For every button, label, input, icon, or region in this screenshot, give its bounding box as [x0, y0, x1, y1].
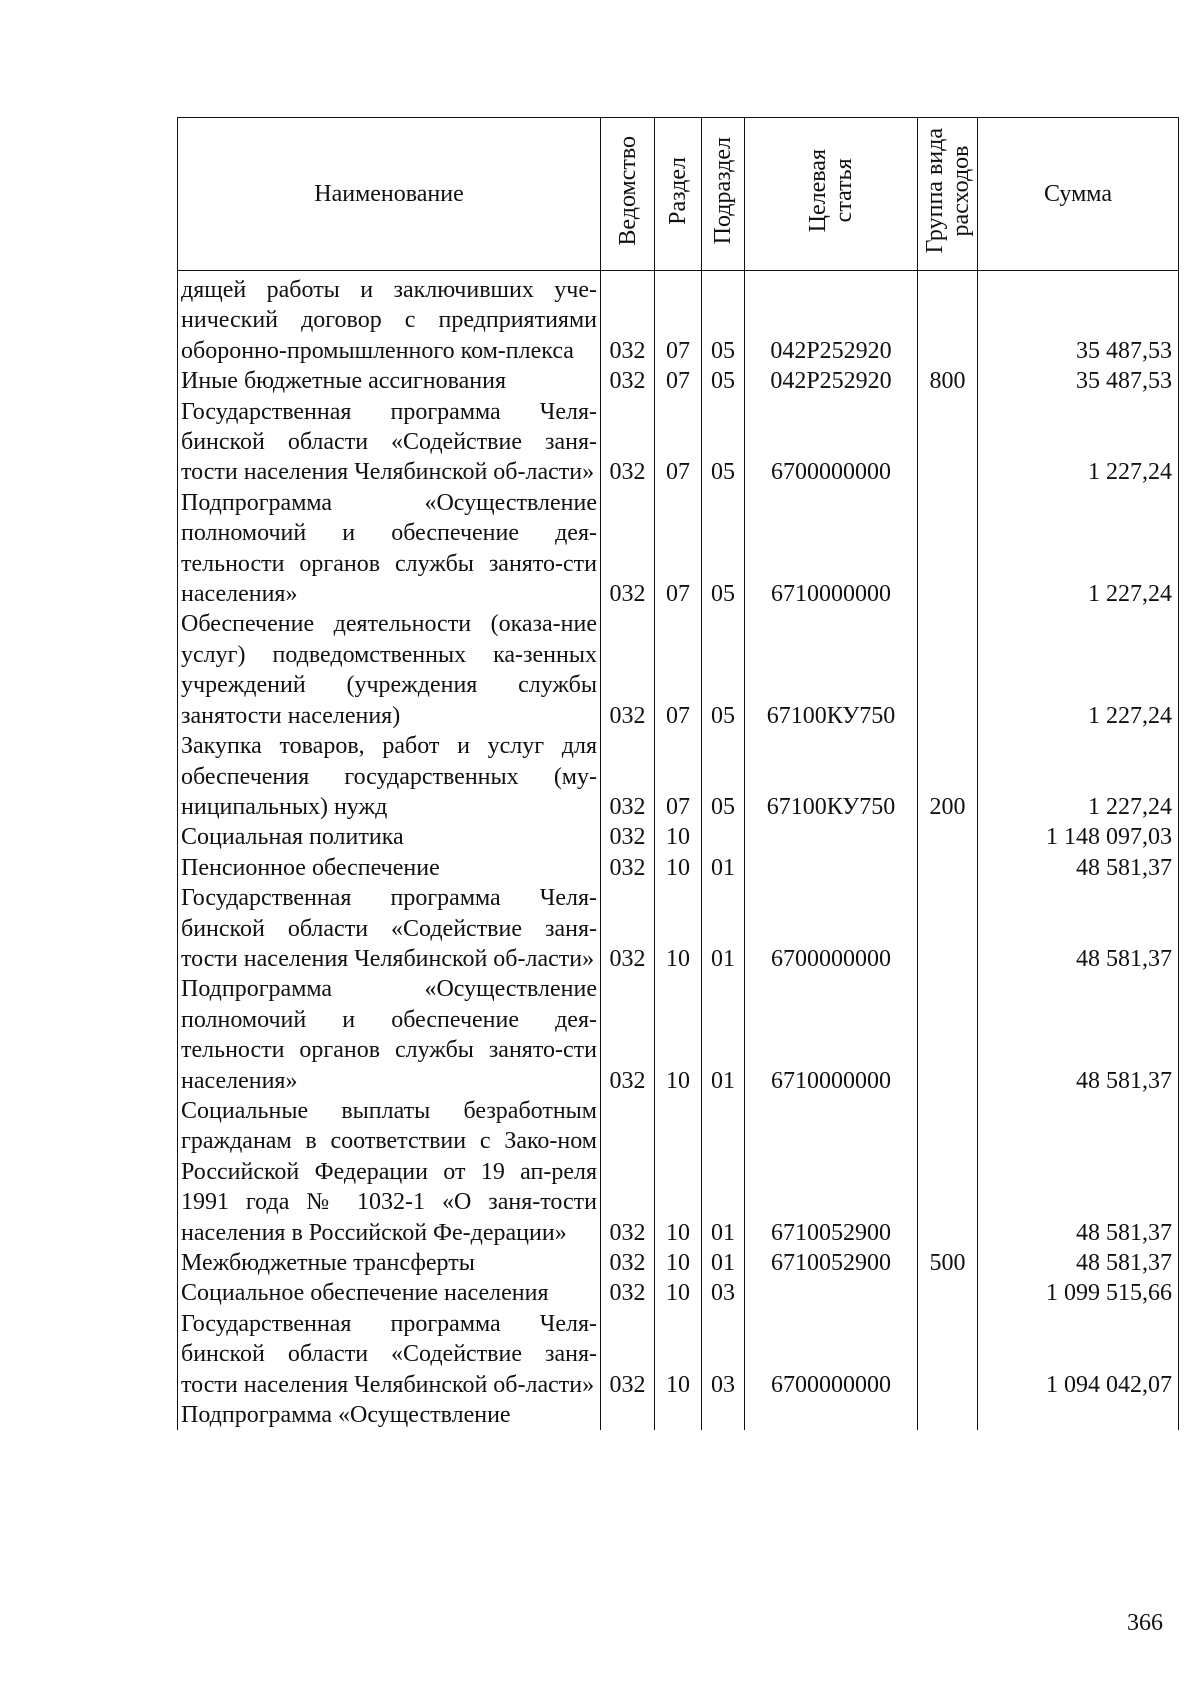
row-celevaya — [745, 822, 918, 852]
row-name: Обеспечение деятельности (оказа-ние услуг) подведомственных ка-зенных учреждений (учреждения службы занятости населения) — [178, 609, 601, 731]
row-podrazdel — [702, 1400, 745, 1430]
table-row — [178, 1400, 1179, 1430]
row-razdel: 07 — [655, 366, 702, 396]
header-celevaya-label: Целевая статья — [805, 148, 857, 233]
header-podrazdel-label: Подраздел — [710, 136, 736, 245]
row-name: Социальные выплаты безработным гражданам в соответствии с Зако-ном Российской Федерации от 19 ап-реля 1991 года № 1032-1 «О заня-тости населения в Российской Фе-дерации» — [178, 1096, 601, 1248]
row-vedomstvo: 032 — [601, 397, 655, 488]
row-vedomstvo: 032 — [601, 366, 655, 396]
table-row — [178, 974, 1179, 1096]
table-row — [178, 397, 1179, 488]
row-razdel: 10 — [655, 1309, 702, 1400]
table-body — [178, 271, 1179, 1431]
row-summa: 48 581,37 — [978, 1096, 1179, 1248]
row-summa: 35 487,53 — [978, 271, 1179, 367]
row-summa: 48 581,37 — [978, 853, 1179, 883]
row-razdel: 10 — [655, 974, 702, 1096]
row-name: Государственная программа Челя-бинской области «Содействие заня-тости населения Челябинской об-ласти» — [178, 397, 601, 488]
row-celevaya: 67100КУ750 — [745, 731, 918, 822]
row-vedomstvo: 032 — [601, 731, 655, 822]
row-vedomstvo: 032 — [601, 609, 655, 731]
row-razdel: 07 — [655, 397, 702, 488]
row-vedomstvo: 032 — [601, 1248, 655, 1278]
row-razdel — [655, 1400, 702, 1430]
row-gruppa — [918, 397, 978, 488]
table-row — [178, 822, 1179, 852]
row-name: Закупка товаров, работ и услуг для обеспечения государственных (му-ниципальных) нужд — [178, 731, 601, 822]
row-gruppa — [918, 853, 978, 883]
row-podrazdel: 03 — [702, 1278, 745, 1308]
row-celevaya — [745, 1400, 918, 1430]
row-podrazdel: 05 — [702, 731, 745, 822]
row-podrazdel: 01 — [702, 1096, 745, 1248]
table-row — [178, 271, 1179, 367]
row-name: Подпрограмма «Осуществление — [178, 1400, 601, 1430]
table-row — [178, 1309, 1179, 1400]
row-summa: 1 227,24 — [978, 731, 1179, 822]
row-name: Межбюджетные трансферты — [178, 1248, 601, 1278]
header-podrazdel — [702, 118, 745, 271]
row-gruppa — [918, 488, 978, 610]
table-row — [178, 488, 1179, 610]
row-summa: 48 581,37 — [978, 974, 1179, 1096]
row-summa: 1 099 515,66 — [978, 1278, 1179, 1308]
row-vedomstvo: 032 — [601, 1309, 655, 1400]
row-podrazdel: 01 — [702, 1248, 745, 1278]
row-gruppa — [918, 822, 978, 852]
row-celevaya: 6700000000 — [745, 397, 918, 488]
table-row — [178, 1248, 1179, 1278]
row-razdel: 07 — [655, 609, 702, 731]
budget-table — [177, 117, 1179, 1430]
row-gruppa: 200 — [918, 731, 978, 822]
page-number: 366 — [1127, 1610, 1163, 1636]
row-podrazdel: 05 — [702, 271, 745, 367]
row-celevaya: 6710000000 — [745, 488, 918, 610]
row-razdel: 10 — [655, 883, 702, 974]
row-name: Государственная программа Челя-бинской области «Содействие заня-тости населения Челябинской об-ласти» — [178, 1309, 601, 1400]
row-name: Подпрограмма «Осуществление полномочий и обеспечение дея-тельности органов службы занято-сти населения» — [178, 974, 601, 1096]
row-gruppa — [918, 1309, 978, 1400]
row-summa: 48 581,37 — [978, 883, 1179, 974]
row-celevaya: 6710052900 — [745, 1096, 918, 1248]
row-gruppa: 800 — [918, 366, 978, 396]
row-name: Иные бюджетные ассигнования — [178, 366, 601, 396]
header-vedomstvo-label: Ведомство — [614, 135, 641, 246]
row-razdel: 10 — [655, 822, 702, 852]
row-vedomstvo: 032 — [601, 1096, 655, 1248]
row-podrazdel: 05 — [702, 397, 745, 488]
header-name: Наименование — [178, 118, 601, 271]
row-razdel: 07 — [655, 488, 702, 610]
header-celevaya — [745, 118, 918, 271]
row-name: дящей работы и заключивших уче-нический договор с предприятиями оборонно-промышленного ком-плекса — [178, 271, 601, 367]
header-razdel-label: Раздел — [665, 156, 691, 225]
header-gruppa — [918, 118, 978, 271]
row-celevaya — [745, 1278, 918, 1308]
table-row — [178, 366, 1179, 396]
row-podrazdel: 05 — [702, 488, 745, 610]
header-vedomstvo — [601, 118, 655, 271]
table-row — [178, 853, 1179, 883]
row-celevaya: 6700000000 — [745, 883, 918, 974]
row-celevaya: 042P252920 — [745, 271, 918, 367]
row-name: Социальная политика — [178, 822, 601, 852]
row-razdel: 07 — [655, 271, 702, 367]
header-razdel — [655, 118, 702, 271]
row-summa: 1 094 042,07 — [978, 1309, 1179, 1400]
row-vedomstvo: 032 — [601, 271, 655, 367]
table-row — [178, 1278, 1179, 1308]
row-podrazdel: 03 — [702, 1309, 745, 1400]
row-vedomstvo: 032 — [601, 822, 655, 852]
row-summa: 1 148 097,03 — [978, 822, 1179, 852]
row-name: Подпрограмма «Осуществление полномочий и обеспечение дея-тельности органов службы занято-сти населения» — [178, 488, 601, 610]
row-podrazdel: 01 — [702, 853, 745, 883]
row-vedomstvo: 032 — [601, 883, 655, 974]
row-summa: 1 227,24 — [978, 488, 1179, 610]
row-vedomstvo: 032 — [601, 1278, 655, 1308]
row-razdel: 07 — [655, 731, 702, 822]
row-razdel: 10 — [655, 1248, 702, 1278]
row-razdel: 10 — [655, 1096, 702, 1248]
row-vedomstvo: 032 — [601, 488, 655, 610]
row-summa — [978, 1400, 1179, 1430]
row-name: Пенсионное обеспечение — [178, 853, 601, 883]
row-gruppa — [918, 1096, 978, 1248]
table-header — [178, 118, 1179, 271]
header-summa: Сумма — [978, 118, 1179, 271]
row-gruppa — [918, 883, 978, 974]
row-vedomstvo: 032 — [601, 853, 655, 883]
row-gruppa — [918, 974, 978, 1096]
row-celevaya: 042P252920 — [745, 366, 918, 396]
row-celevaya: 6710052900 — [745, 1248, 918, 1278]
row-razdel: 10 — [655, 1278, 702, 1308]
row-vedomstvo: 032 — [601, 974, 655, 1096]
row-celevaya: 6710000000 — [745, 974, 918, 1096]
row-gruppa — [918, 271, 978, 367]
row-podrazdel — [702, 822, 745, 852]
row-podrazdel: 01 — [702, 974, 745, 1096]
row-vedomstvo — [601, 1400, 655, 1430]
table-row — [178, 609, 1179, 731]
row-celevaya: 6700000000 — [745, 1309, 918, 1400]
row-summa: 1 227,24 — [978, 397, 1179, 488]
table-row — [178, 731, 1179, 822]
row-name: Социальное обеспечение населения — [178, 1278, 601, 1308]
row-podrazdel: 05 — [702, 366, 745, 396]
row-celevaya — [745, 853, 918, 883]
row-gruppa — [918, 1400, 978, 1430]
row-summa: 48 581,37 — [978, 1248, 1179, 1278]
row-name: Государственная программа Челя-бинской области «Содействие заня-тости населения Челябинской об-ласти» — [178, 883, 601, 974]
row-summa: 35 487,53 — [978, 366, 1179, 396]
row-gruppa — [918, 1278, 978, 1308]
header-gruppa-label: Группа вида расходов — [921, 127, 974, 254]
row-podrazdel: 05 — [702, 609, 745, 731]
table-row — [178, 1096, 1179, 1248]
row-gruppa — [918, 609, 978, 731]
row-razdel: 10 — [655, 853, 702, 883]
row-gruppa: 500 — [918, 1248, 978, 1278]
row-summa: 1 227,24 — [978, 609, 1179, 731]
table-row — [178, 883, 1179, 974]
row-podrazdel: 01 — [702, 883, 745, 974]
row-celevaya: 67100КУ750 — [745, 609, 918, 731]
